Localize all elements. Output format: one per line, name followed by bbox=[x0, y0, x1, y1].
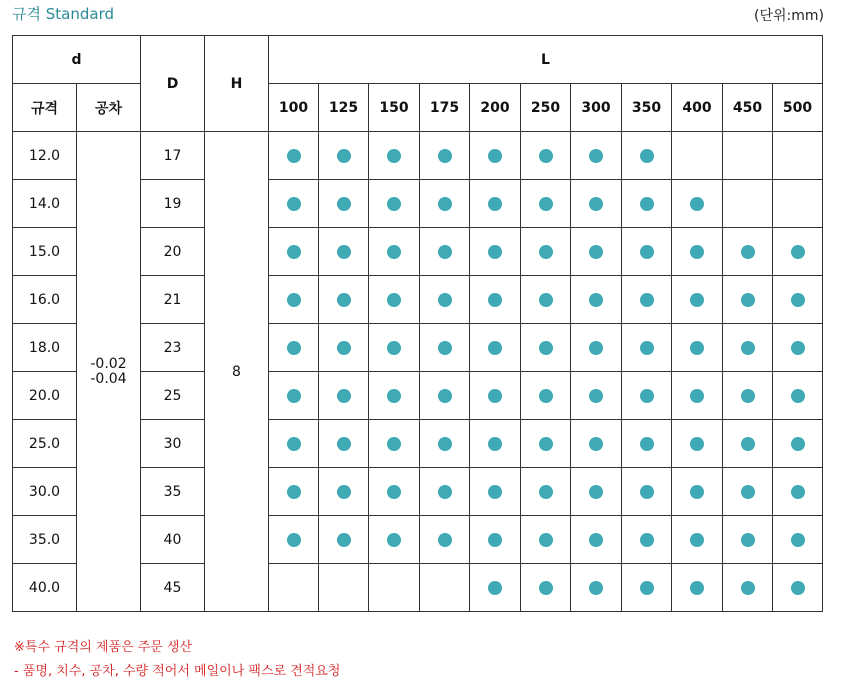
availability-cell bbox=[622, 228, 672, 276]
available-dot-icon bbox=[438, 437, 452, 451]
header-L: L bbox=[269, 36, 823, 84]
header-L-value: 300 bbox=[571, 84, 622, 132]
available-dot-icon bbox=[640, 245, 654, 259]
spec-cell: 12.0 bbox=[13, 132, 77, 180]
availability-cell bbox=[319, 564, 369, 612]
available-dot-icon bbox=[337, 341, 351, 355]
availability-cell bbox=[319, 276, 369, 324]
availability-cell bbox=[470, 564, 521, 612]
available-dot-icon bbox=[589, 389, 603, 403]
availability-cell bbox=[622, 564, 672, 612]
header-L-value: 450 bbox=[723, 84, 773, 132]
availability-cell bbox=[723, 132, 773, 180]
availability-cell bbox=[672, 372, 723, 420]
availability-cell bbox=[521, 468, 571, 516]
availability-cell bbox=[571, 420, 622, 468]
available-dot-icon bbox=[539, 437, 553, 451]
availability-cell bbox=[369, 468, 420, 516]
available-dot-icon bbox=[690, 293, 704, 307]
D-cell: 25 bbox=[141, 372, 205, 420]
D-cell: 21 bbox=[141, 276, 205, 324]
note-special-order: ※특수 규격의 제품은 주문 생산 bbox=[14, 640, 193, 655]
available-dot-icon bbox=[539, 581, 553, 595]
availability-cell bbox=[571, 180, 622, 228]
availability-cell bbox=[521, 420, 571, 468]
availability-cell bbox=[773, 420, 823, 468]
availability-cell bbox=[773, 372, 823, 420]
availability-cell bbox=[571, 468, 622, 516]
available-dot-icon bbox=[589, 533, 603, 547]
availability-cell bbox=[369, 324, 420, 372]
available-dot-icon bbox=[589, 341, 603, 355]
available-dot-icon bbox=[791, 581, 805, 595]
available-dot-icon bbox=[337, 149, 351, 163]
available-dot-icon bbox=[539, 197, 553, 211]
availability-cell bbox=[773, 180, 823, 228]
available-dot-icon bbox=[690, 581, 704, 595]
available-dot-icon bbox=[287, 437, 301, 451]
availability-cell bbox=[723, 516, 773, 564]
spec-cell: 20.0 bbox=[13, 372, 77, 420]
available-dot-icon bbox=[741, 437, 755, 451]
available-dot-icon bbox=[337, 389, 351, 403]
available-dot-icon bbox=[741, 245, 755, 259]
availability-cell bbox=[622, 324, 672, 372]
availability-cell bbox=[369, 276, 420, 324]
availability-cell bbox=[420, 372, 470, 420]
availability-cell bbox=[470, 180, 521, 228]
availability-cell bbox=[269, 180, 319, 228]
availability-cell bbox=[521, 228, 571, 276]
availability-cell bbox=[622, 132, 672, 180]
availability-cell bbox=[470, 420, 521, 468]
availability-cell bbox=[470, 228, 521, 276]
available-dot-icon bbox=[741, 293, 755, 307]
tolerance-cell bbox=[77, 132, 141, 612]
available-dot-icon bbox=[791, 437, 805, 451]
header-L-value: 350 bbox=[622, 84, 672, 132]
D-cell: 45 bbox=[141, 564, 205, 612]
note-quote-request: - 품명, 치수, 공차, 수량 적어서 메일이나 팩스로 견적요청 bbox=[14, 664, 341, 679]
availability-cell bbox=[672, 132, 723, 180]
available-dot-icon bbox=[539, 149, 553, 163]
page-title: 규격 Standard bbox=[12, 5, 114, 23]
availability-cell bbox=[723, 564, 773, 612]
available-dot-icon bbox=[539, 245, 553, 259]
D-cell: 19 bbox=[141, 180, 205, 228]
availability-cell bbox=[571, 564, 622, 612]
available-dot-icon bbox=[589, 293, 603, 307]
D-cell: 30 bbox=[141, 420, 205, 468]
spec-cell: 40.0 bbox=[13, 564, 77, 612]
availability-cell bbox=[571, 516, 622, 564]
available-dot-icon bbox=[488, 485, 502, 499]
availability-cell bbox=[369, 420, 420, 468]
availability-cell bbox=[420, 516, 470, 564]
availability-cell bbox=[672, 468, 723, 516]
available-dot-icon bbox=[287, 485, 301, 499]
availability-cell bbox=[622, 372, 672, 420]
available-dot-icon bbox=[287, 197, 301, 211]
availability-cell bbox=[521, 132, 571, 180]
availability-cell bbox=[319, 132, 369, 180]
spec-cell: 30.0 bbox=[13, 468, 77, 516]
available-dot-icon bbox=[640, 197, 654, 211]
available-dot-icon bbox=[640, 437, 654, 451]
header-H: H bbox=[205, 36, 269, 132]
available-dot-icon bbox=[488, 389, 502, 403]
availability-cell bbox=[420, 564, 470, 612]
availability-cell bbox=[269, 420, 319, 468]
available-dot-icon bbox=[438, 485, 452, 499]
available-dot-icon bbox=[791, 485, 805, 499]
availability-cell bbox=[369, 516, 420, 564]
available-dot-icon bbox=[387, 293, 401, 307]
availability-cell bbox=[319, 516, 369, 564]
availability-cell bbox=[723, 180, 773, 228]
available-dot-icon bbox=[438, 149, 452, 163]
availability-cell bbox=[269, 516, 319, 564]
available-dot-icon bbox=[488, 245, 502, 259]
available-dot-icon bbox=[387, 485, 401, 499]
available-dot-icon bbox=[589, 245, 603, 259]
available-dot-icon bbox=[741, 581, 755, 595]
available-dot-icon bbox=[337, 245, 351, 259]
available-dot-icon bbox=[539, 293, 553, 307]
availability-cell bbox=[672, 420, 723, 468]
available-dot-icon bbox=[690, 341, 704, 355]
availability-cell bbox=[420, 180, 470, 228]
availability-cell bbox=[723, 372, 773, 420]
available-dot-icon bbox=[488, 197, 502, 211]
D-cell: 20 bbox=[141, 228, 205, 276]
availability-cell bbox=[269, 324, 319, 372]
availability-cell bbox=[773, 564, 823, 612]
available-dot-icon bbox=[387, 341, 401, 355]
availability-cell bbox=[672, 324, 723, 372]
available-dot-icon bbox=[488, 533, 502, 547]
available-dot-icon bbox=[640, 389, 654, 403]
availability-cell bbox=[773, 132, 823, 180]
availability-cell bbox=[269, 228, 319, 276]
availability-cell bbox=[269, 468, 319, 516]
available-dot-icon bbox=[387, 437, 401, 451]
availability-cell bbox=[571, 228, 622, 276]
availability-cell bbox=[470, 324, 521, 372]
spec-table bbox=[12, 35, 823, 612]
availability-cell bbox=[773, 468, 823, 516]
D-cell: 35 bbox=[141, 468, 205, 516]
availability-cell bbox=[521, 324, 571, 372]
available-dot-icon bbox=[690, 389, 704, 403]
availability-cell bbox=[521, 564, 571, 612]
availability-cell bbox=[369, 180, 420, 228]
availability-cell bbox=[269, 276, 319, 324]
availability-cell bbox=[420, 324, 470, 372]
spec-cell: 15.0 bbox=[13, 228, 77, 276]
available-dot-icon bbox=[589, 437, 603, 451]
availability-cell bbox=[269, 372, 319, 420]
available-dot-icon bbox=[438, 389, 452, 403]
available-dot-icon bbox=[741, 485, 755, 499]
available-dot-icon bbox=[741, 341, 755, 355]
availability-cell bbox=[672, 516, 723, 564]
available-dot-icon bbox=[488, 149, 502, 163]
availability-cell bbox=[319, 468, 369, 516]
header-L-value: 500 bbox=[773, 84, 823, 132]
available-dot-icon bbox=[488, 581, 502, 595]
availability-cell bbox=[723, 420, 773, 468]
available-dot-icon bbox=[640, 341, 654, 355]
available-dot-icon bbox=[690, 197, 704, 211]
availability-cell bbox=[672, 228, 723, 276]
header-d: d bbox=[13, 36, 141, 84]
H-cell: 8 bbox=[205, 132, 269, 612]
available-dot-icon bbox=[640, 581, 654, 595]
available-dot-icon bbox=[438, 245, 452, 259]
availability-cell bbox=[571, 132, 622, 180]
available-dot-icon bbox=[791, 245, 805, 259]
available-dot-icon bbox=[589, 485, 603, 499]
available-dot-icon bbox=[690, 533, 704, 547]
available-dot-icon bbox=[539, 533, 553, 547]
availability-cell bbox=[723, 228, 773, 276]
available-dot-icon bbox=[690, 245, 704, 259]
header-D: D bbox=[141, 36, 205, 132]
available-dot-icon bbox=[791, 293, 805, 307]
available-dot-icon bbox=[438, 197, 452, 211]
availability-cell bbox=[773, 228, 823, 276]
available-dot-icon bbox=[539, 389, 553, 403]
availability-cell bbox=[369, 132, 420, 180]
available-dot-icon bbox=[337, 437, 351, 451]
availability-cell bbox=[420, 468, 470, 516]
availability-cell bbox=[571, 324, 622, 372]
available-dot-icon bbox=[640, 149, 654, 163]
D-cell: 23 bbox=[141, 324, 205, 372]
availability-cell bbox=[773, 516, 823, 564]
D-cell: 17 bbox=[141, 132, 205, 180]
available-dot-icon bbox=[488, 293, 502, 307]
available-dot-icon bbox=[741, 389, 755, 403]
availability-cell bbox=[420, 276, 470, 324]
unit-label: (단위:mm) bbox=[754, 8, 824, 24]
spec-cell: 25.0 bbox=[13, 420, 77, 468]
available-dot-icon bbox=[337, 533, 351, 547]
availability-cell bbox=[521, 516, 571, 564]
availability-cell bbox=[571, 372, 622, 420]
availability-cell bbox=[723, 468, 773, 516]
availability-cell bbox=[319, 228, 369, 276]
available-dot-icon bbox=[488, 341, 502, 355]
available-dot-icon bbox=[741, 533, 755, 547]
available-dot-icon bbox=[640, 485, 654, 499]
tolerance-upper: -0.02 bbox=[90, 355, 127, 372]
availability-cell bbox=[521, 276, 571, 324]
tolerance-lower: -0.04 bbox=[90, 370, 127, 387]
available-dot-icon bbox=[387, 149, 401, 163]
available-dot-icon bbox=[690, 485, 704, 499]
available-dot-icon bbox=[337, 197, 351, 211]
available-dot-icon bbox=[791, 533, 805, 547]
available-dot-icon bbox=[438, 533, 452, 547]
availability-cell bbox=[672, 276, 723, 324]
availability-cell bbox=[269, 564, 319, 612]
availability-cell bbox=[773, 324, 823, 372]
header-spec: 규격 bbox=[13, 84, 77, 132]
D-cell: 40 bbox=[141, 516, 205, 564]
available-dot-icon bbox=[387, 533, 401, 547]
availability-cell bbox=[571, 276, 622, 324]
available-dot-icon bbox=[287, 149, 301, 163]
availability-cell bbox=[470, 372, 521, 420]
availability-cell bbox=[269, 132, 319, 180]
availability-cell bbox=[622, 180, 672, 228]
header-L-value: 200 bbox=[470, 84, 521, 132]
available-dot-icon bbox=[337, 485, 351, 499]
availability-cell bbox=[420, 132, 470, 180]
available-dot-icon bbox=[337, 293, 351, 307]
availability-cell bbox=[319, 420, 369, 468]
available-dot-icon bbox=[791, 341, 805, 355]
spec-cell: 18.0 bbox=[13, 324, 77, 372]
header-tolerance: 공차 bbox=[77, 84, 141, 132]
availability-cell bbox=[773, 276, 823, 324]
available-dot-icon bbox=[539, 485, 553, 499]
available-dot-icon bbox=[589, 149, 603, 163]
availability-cell bbox=[420, 420, 470, 468]
availability-cell bbox=[622, 468, 672, 516]
available-dot-icon bbox=[539, 341, 553, 355]
available-dot-icon bbox=[640, 533, 654, 547]
available-dot-icon bbox=[387, 245, 401, 259]
available-dot-icon bbox=[287, 341, 301, 355]
availability-cell bbox=[369, 564, 420, 612]
header-L-value: 100 bbox=[269, 84, 319, 132]
header-L-value: 175 bbox=[420, 84, 470, 132]
availability-cell bbox=[319, 372, 369, 420]
available-dot-icon bbox=[287, 293, 301, 307]
spec-cell: 35.0 bbox=[13, 516, 77, 564]
spec-cell: 16.0 bbox=[13, 276, 77, 324]
spec-cell: 14.0 bbox=[13, 180, 77, 228]
availability-cell bbox=[470, 468, 521, 516]
header-L-value: 150 bbox=[369, 84, 420, 132]
available-dot-icon bbox=[287, 389, 301, 403]
availability-cell bbox=[369, 228, 420, 276]
availability-cell bbox=[723, 276, 773, 324]
availability-cell bbox=[723, 324, 773, 372]
header-L-value: 125 bbox=[319, 84, 369, 132]
available-dot-icon bbox=[690, 437, 704, 451]
available-dot-icon bbox=[791, 389, 805, 403]
table-row bbox=[13, 132, 823, 180]
available-dot-icon bbox=[287, 245, 301, 259]
available-dot-icon bbox=[287, 533, 301, 547]
available-dot-icon bbox=[488, 437, 502, 451]
availability-cell bbox=[470, 276, 521, 324]
header-L-value: 250 bbox=[521, 84, 571, 132]
availability-cell bbox=[521, 372, 571, 420]
availability-cell bbox=[672, 180, 723, 228]
available-dot-icon bbox=[589, 197, 603, 211]
availability-cell bbox=[319, 324, 369, 372]
availability-cell bbox=[622, 516, 672, 564]
availability-cell bbox=[521, 180, 571, 228]
availability-cell bbox=[672, 564, 723, 612]
availability-cell bbox=[622, 276, 672, 324]
available-dot-icon bbox=[589, 581, 603, 595]
available-dot-icon bbox=[387, 197, 401, 211]
availability-cell bbox=[622, 420, 672, 468]
available-dot-icon bbox=[438, 293, 452, 307]
available-dot-icon bbox=[640, 293, 654, 307]
available-dot-icon bbox=[438, 341, 452, 355]
availability-cell bbox=[369, 372, 420, 420]
availability-cell bbox=[420, 228, 470, 276]
header-L-value: 400 bbox=[672, 84, 723, 132]
availability-cell bbox=[319, 180, 369, 228]
availability-cell bbox=[470, 516, 521, 564]
availability-cell bbox=[470, 132, 521, 180]
available-dot-icon bbox=[387, 389, 401, 403]
